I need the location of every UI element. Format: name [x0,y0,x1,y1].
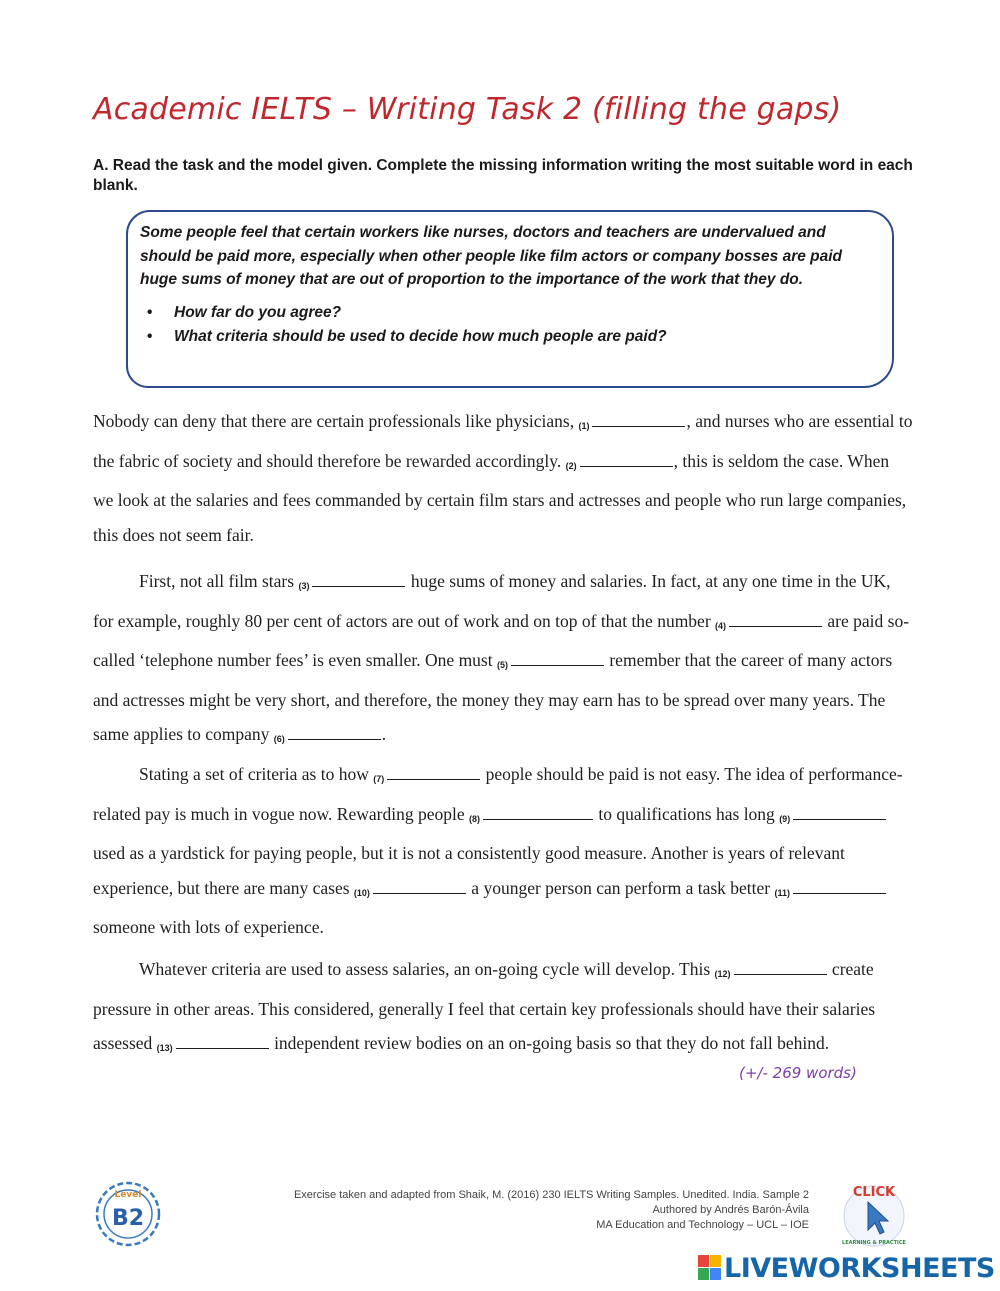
paragraph-2 [93,564,913,757]
gap-number: (9) [779,813,791,824]
level-value: B2 [111,1206,145,1231]
gap-12-blank[interactable] [734,958,827,975]
gap-11-blank[interactable] [793,877,886,894]
click-tagline: LEARNING & PRACTICE [842,1240,906,1246]
liveworksheets-brand: LIVEWORKSHEETS [724,1253,995,1284]
text: a younger person can perform a task better [466,877,775,898]
instruction-text: A. Read the task and the model given. Complete the missing information writing the most suitable word in each blank. [93,157,913,194]
text: . [381,724,387,744]
task-questions [140,301,878,349]
text: independent review bodies on an on-going basis so that they do not fall behind. [269,1033,830,1053]
task-prompt-box [126,210,894,388]
paragraph-3 [93,757,913,945]
gap-number: (12) [714,969,731,979]
gap-1-blank[interactable] [592,410,685,427]
text: create pressure in other areas. This considered, generally I feel that certain key professionals should have their salaries assessed [93,959,876,1053]
text: First, not all film stars [139,571,299,591]
gap-number: (1) [578,421,590,431]
text: are paid so-called ‘telephone number fees’ is even smaller. One must [93,610,910,670]
text: Stating a set of criteria as to how [139,764,374,784]
task-question: • What criteria should be used to decide how much people are paid? [140,325,878,349]
text: , this is seldom the case. When we look at the salaries and fees commanded by certain film stars and actresses and people who run large companies, this does not seem fair. [93,450,907,545]
text: Nobody can deny that there are certain professionals like physicians, [93,411,579,431]
gap-7-blank[interactable] [387,763,480,780]
gap-10-blank[interactable] [373,877,466,894]
click-word: CLICK [852,1185,896,1200]
text: remember that the career of many actors and actresses might be very short, and therefore, the money they may earn has to be spread over many years. The same applies to company [93,650,893,744]
text: huge sums of money and salaries. In fact, at any one time in the UK, for example, roughly 80 per cent of actors are out of work and on top of that the number [93,571,891,631]
gap-9-blank[interactable] [793,803,886,820]
text: to qualifications has long [594,803,780,824]
gap-number: (13) [156,1043,173,1053]
text: Whatever criteria are used to assess salaries, an on-going cycle will develop. This [139,959,715,979]
gap-number: (2) [565,460,577,471]
level-b2-badge-icon [94,1180,162,1248]
level-word: Level [114,1190,142,1200]
credit-source: Exercise taken and adapted from Shaik, M. (2016) 230 IELTS Writing Samples. Unedited. India. Sample 2 [293,1189,809,1201]
text: , and nurses who are essential to the fabric of society and should therefore be rewarded accordingly. [93,411,913,471]
gap-number: (10) [353,887,370,898]
gap-6-blank[interactable] [288,723,381,740]
credit-affiliation: MA Education and Technology – UCL – IOE [596,1219,809,1231]
click-learning-logo-icon [838,1178,910,1250]
gap-2-blank[interactable] [580,450,673,467]
paragraph-4 [93,952,913,1066]
credits [294,1188,809,1233]
text: someone with lots of experience. [93,917,324,937]
gap-8-blank[interactable] [483,803,593,820]
gap-number: (7) [373,774,385,784]
gap-4-blank[interactable] [729,610,822,627]
gap-number: (4) [715,620,727,631]
gap-number: (3) [298,581,310,591]
gap-number: (8) [469,813,480,824]
credit-author: Authored by Andrés Barón-Ávila [652,1204,809,1216]
gap-3-blank[interactable] [312,570,405,587]
text: people should be paid is not easy. The idea of performance-related pay is much in vogue now. Rewarding people [93,764,903,824]
liveworksheets-logo-icon [697,1253,723,1283]
task-prompt: Some people feel that certain workers like nurses, doctors and teachers are undervalued and should be paid more, especially when other people like film actors or company bosses are paid huge sums of money that are out of proportion to the importance of the work that they do. [140,224,843,288]
text: used as a yardstick for paying people, but it is not a consistently good measure. Another is years of relevant experience, but there are many cases [93,843,845,898]
gap-number: (5) [496,660,508,670]
worksheet-title: Academic IELTS – Writing Task 2 (filling the gaps) [93,92,842,127]
task-question: • How far do you agree? [140,301,878,325]
word-count: (+/- 269 words) [739,1064,857,1082]
gap-13-blank[interactable] [176,1032,269,1049]
paragraph-1 [93,404,913,552]
gap-5-blank[interactable] [511,649,604,666]
gap-number: (11) [774,887,791,898]
gap-number: (6) [273,734,285,744]
